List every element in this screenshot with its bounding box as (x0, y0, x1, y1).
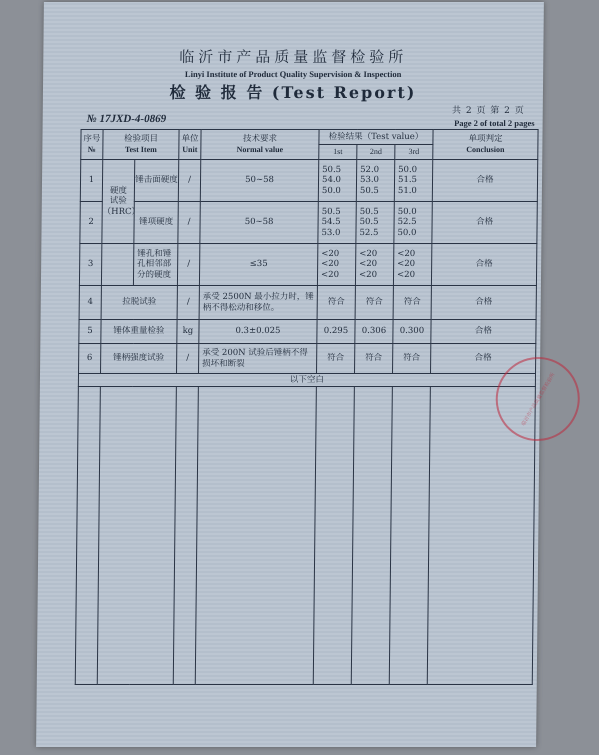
col-item: 检验项目 Test Item (103, 130, 179, 160)
report-title: 检 验 报 告 (Test Report) (169, 83, 417, 102)
row-result-3: 50.0 52.5 50.0 (394, 202, 432, 244)
row-result-1: 符合 (317, 344, 355, 374)
hardness-group-label: 硬度 试验 （HRC） (102, 160, 135, 244)
test-results-table (75, 129, 539, 685)
blank-below-note: 以下空白 (78, 374, 535, 387)
row-item: 锤孔和锤孔相邻部分的硬度 (133, 244, 177, 286)
row-no: 6 (79, 344, 101, 374)
row-item: 锤击面硬度 (134, 160, 178, 202)
row-requirement: 承受 2500N 最小拉力时，锤柄不得松动和移位。 (199, 286, 317, 320)
row-item: 锤体重量检验 (101, 320, 177, 344)
result-1-header: 1st (319, 145, 357, 160)
row-result-1: <20 <20 <20 (317, 244, 355, 286)
row-item: 锤柄强度试验 (101, 344, 177, 374)
row-result-1: 50.5 54.0 50.0 (318, 160, 356, 202)
table-row (80, 202, 537, 244)
row-no: 3 (79, 244, 101, 286)
row-requirement: ≤35 (199, 244, 317, 286)
row-result-1: 符合 (317, 286, 355, 320)
row-result-2: 50.5 50.5 52.5 (356, 202, 394, 244)
blank-note-row (78, 374, 535, 387)
table-row (79, 286, 536, 320)
table-row (79, 244, 536, 286)
result-2-header: 2nd (357, 145, 395, 160)
row-result-2: 52.0 53.0 50.5 (356, 160, 394, 202)
row-no: 4 (79, 286, 101, 320)
col-conclusion: 单项判定 Conclusion (433, 130, 538, 160)
row-requirement: 50~58 (200, 202, 318, 244)
page-count-cn: 共 2 页 第 2 页 (451, 106, 525, 116)
result-3-header: 3rd (395, 145, 433, 160)
header-row (81, 130, 538, 145)
row-result-2: 符合 (355, 344, 393, 374)
row-requirement: 0.3±0.025 (199, 320, 317, 344)
report-number: № 17JXD-4-0869 (86, 113, 167, 125)
col-unit: 单位 Unit (179, 130, 201, 160)
row-conclusion: 合格 (431, 244, 536, 286)
row-result-3: <20 <20 <20 (393, 244, 431, 286)
row-unit: / (178, 202, 200, 244)
table-row (80, 160, 537, 202)
row-result-1: 0.295 (317, 320, 355, 344)
row-conclusion: 合格 (431, 320, 536, 344)
row-result-2: 0.306 (355, 320, 393, 344)
col-results: 检验结果（Test value） (319, 130, 433, 145)
row-requirement: 50~58 (200, 160, 318, 202)
row-unit: / (177, 244, 199, 286)
org-name-cn: 临沂市产品质量监督检验所 (179, 48, 408, 66)
row-result-3: 50.0 51.5 51.0 (394, 160, 432, 202)
row-group-empty (101, 244, 133, 286)
row-requirement: 承受 200N 试验后锤柄不得损坏和断裂 (199, 344, 317, 374)
row-no: 1 (80, 160, 102, 202)
row-unit: / (177, 344, 199, 374)
page-count-en: Page 2 of total 2 pages (454, 118, 535, 128)
row-result-3: 符合 (393, 286, 431, 320)
row-result-3: 0.300 (393, 320, 431, 344)
empty-row (75, 387, 535, 685)
row-result-3: 符合 (393, 344, 431, 374)
row-result-2: 符合 (355, 286, 393, 320)
official-seal: 临沂市产品质量监督检验所 (480, 342, 595, 457)
row-conclusion: 合格 (432, 160, 537, 202)
org-name-en: Linyi Institute of Product Quality Supervision & Inspection (184, 69, 402, 79)
row-result-2: <20 <20 <20 (355, 244, 393, 286)
row-item: 锤项硬度 (134, 202, 178, 244)
row-result-1: 50.5 54.5 53.0 (318, 202, 356, 244)
row-item: 拉脱试验 (101, 286, 177, 320)
col-requirement: 技术要求 Normal value (201, 130, 319, 160)
table-row (79, 320, 536, 344)
table-row (79, 344, 536, 374)
row-unit: kg (177, 320, 199, 344)
row-unit: / (178, 160, 200, 202)
row-conclusion: 合格 (432, 202, 537, 244)
row-conclusion: 合格 (431, 344, 536, 374)
row-no: 2 (80, 202, 102, 244)
row-conclusion: 合格 (431, 286, 536, 320)
row-unit: / (177, 286, 199, 320)
col-no: 序号 № (81, 130, 103, 160)
row-no: 5 (79, 320, 101, 344)
report-sheet (36, 2, 557, 747)
